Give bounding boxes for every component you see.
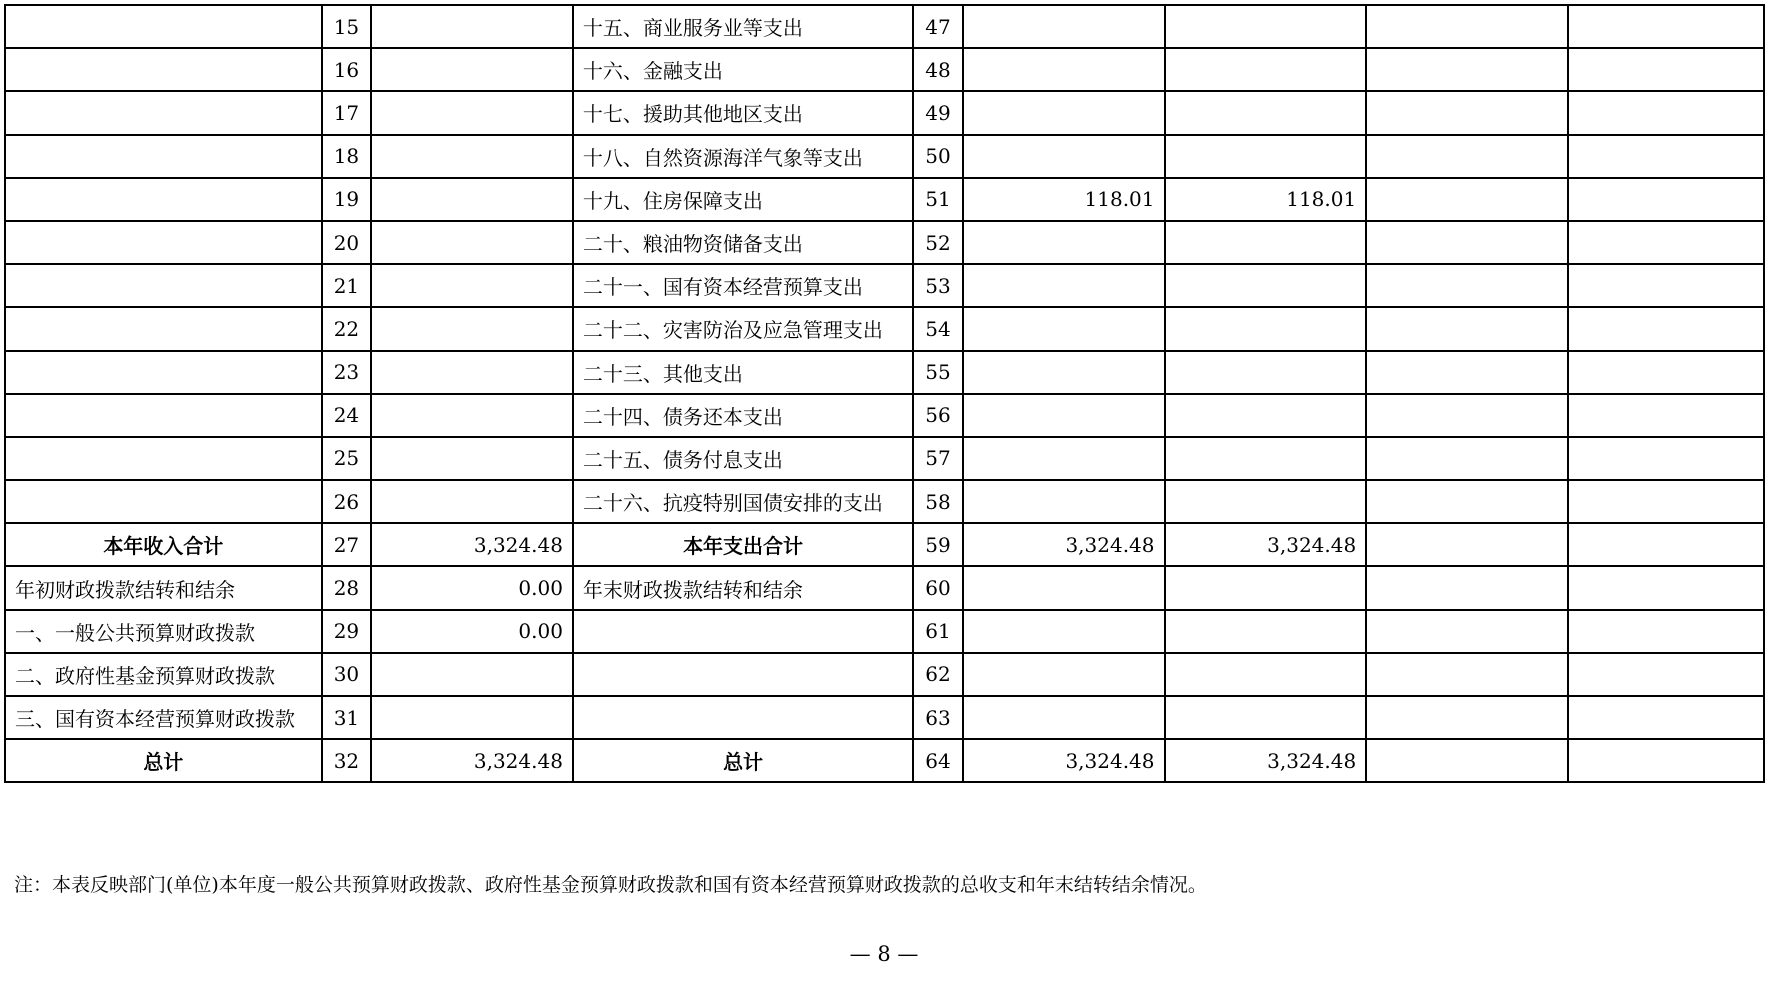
- expense-item-cell: 二十六、抗疫特别国债安排的支出: [573, 480, 913, 523]
- expense-total-cell: [963, 5, 1165, 48]
- expense-row-number: 53: [913, 264, 963, 307]
- expense-total-cell: [963, 221, 1165, 264]
- expense-row-number: 57: [913, 437, 963, 480]
- income-row-number: 24: [322, 394, 372, 437]
- table-row: [5, 437, 1764, 480]
- gov-fund-cell: [1366, 696, 1568, 739]
- state-capital-cell: [1568, 5, 1764, 48]
- state-capital-cell: [1568, 696, 1764, 739]
- income-row-number: 16: [322, 48, 372, 91]
- expense-item-cell: [573, 696, 913, 739]
- income-amount-cell: [371, 480, 573, 523]
- table-row: [5, 48, 1764, 91]
- expense-total-cell: [963, 48, 1165, 91]
- income-item-cell: [5, 178, 322, 221]
- income-amount-cell: [371, 307, 573, 350]
- expense-total-cell: 3,324.48: [963, 739, 1165, 782]
- expense-item-cell: 二十一、国有资本经营预算支出: [573, 264, 913, 307]
- gov-fund-cell: [1366, 480, 1568, 523]
- expense-row-number: 58: [913, 480, 963, 523]
- table-row: [5, 480, 1764, 523]
- table-row: [5, 135, 1764, 178]
- general-budget-cell: [1165, 307, 1367, 350]
- table-row: [5, 739, 1764, 782]
- income-item-cell: 总计: [5, 739, 322, 782]
- state-capital-cell: [1568, 351, 1764, 394]
- income-amount-cell: [371, 178, 573, 221]
- income-amount-cell: [371, 48, 573, 91]
- expense-row-number: 60: [913, 566, 963, 609]
- table-row: [5, 523, 1764, 566]
- expense-total-cell: [963, 135, 1165, 178]
- income-amount-cell: [371, 351, 573, 394]
- general-budget-cell: [1165, 264, 1367, 307]
- income-row-number: 28: [322, 566, 372, 609]
- table-row: [5, 394, 1764, 437]
- expense-row-number: 61: [913, 610, 963, 653]
- income-amount-cell: 3,324.48: [371, 523, 573, 566]
- income-row-number: 29: [322, 610, 372, 653]
- income-item-cell: 二、政府性基金预算财政拨款: [5, 653, 322, 696]
- expense-item-cell: 年末财政拨款结转和结余: [573, 566, 913, 609]
- expense-total-cell: [963, 437, 1165, 480]
- expense-total-cell: [963, 610, 1165, 653]
- income-row-number: 27: [322, 523, 372, 566]
- general-budget-cell: [1165, 566, 1367, 609]
- general-budget-cell: [1165, 437, 1367, 480]
- expense-total-cell: 118.01: [963, 178, 1165, 221]
- gov-fund-cell: [1366, 307, 1568, 350]
- income-row-number: 18: [322, 135, 372, 178]
- income-item-cell: [5, 91, 322, 134]
- income-amount-cell: [371, 394, 573, 437]
- general-budget-cell: [1165, 610, 1367, 653]
- state-capital-cell: [1568, 178, 1764, 221]
- income-item-cell: [5, 221, 322, 264]
- income-amount-cell: [371, 221, 573, 264]
- expense-total-cell: 3,324.48: [963, 523, 1165, 566]
- income-row-number: 17: [322, 91, 372, 134]
- income-row-number: 15: [322, 5, 372, 48]
- state-capital-cell: [1568, 437, 1764, 480]
- general-budget-cell: [1165, 696, 1367, 739]
- income-amount-cell: [371, 135, 573, 178]
- general-budget-cell: [1165, 91, 1367, 134]
- state-capital-cell: [1568, 480, 1764, 523]
- income-item-cell: 本年收入合计: [5, 523, 322, 566]
- expense-item-cell: 十八、自然资源海洋气象等支出: [573, 135, 913, 178]
- expense-item-cell: 二十二、灾害防治及应急管理支出: [573, 307, 913, 350]
- income-amount-cell: [371, 264, 573, 307]
- gov-fund-cell: [1366, 351, 1568, 394]
- state-capital-cell: [1568, 307, 1764, 350]
- expense-row-number: 62: [913, 653, 963, 696]
- income-row-number: 25: [322, 437, 372, 480]
- expense-row-number: 63: [913, 696, 963, 739]
- expense-item-cell: 二十五、债务付息支出: [573, 437, 913, 480]
- expense-total-cell: [963, 264, 1165, 307]
- table-row: [5, 264, 1764, 307]
- expense-total-cell: [963, 566, 1165, 609]
- general-budget-cell: 3,324.48: [1165, 739, 1367, 782]
- state-capital-cell: [1568, 653, 1764, 696]
- gov-fund-cell: [1366, 221, 1568, 264]
- expense-total-cell: [963, 91, 1165, 134]
- income-row-number: 30: [322, 653, 372, 696]
- income-item-cell: [5, 48, 322, 91]
- expense-row-number: 56: [913, 394, 963, 437]
- state-capital-cell: [1568, 264, 1764, 307]
- general-budget-cell: [1165, 48, 1367, 91]
- gov-fund-cell: [1366, 566, 1568, 609]
- expense-row-number: 48: [913, 48, 963, 91]
- table-row: [5, 5, 1764, 48]
- table-footnote: 注：本表反映部门(单位)本年度一般公共预算财政拨款、政府性基金预算财政拨款和国有资本经营预算财政拨款的总收支和年末结转结余情况。: [14, 874, 1207, 896]
- expense-total-cell: [963, 480, 1165, 523]
- general-budget-cell: [1165, 221, 1367, 264]
- expense-total-cell: [963, 307, 1165, 350]
- gov-fund-cell: [1366, 523, 1568, 566]
- income-row-number: 21: [322, 264, 372, 307]
- income-amount-cell: 0.00: [371, 610, 573, 653]
- general-budget-cell: [1165, 653, 1367, 696]
- income-amount-cell: [371, 5, 573, 48]
- income-item-cell: [5, 394, 322, 437]
- income-item-cell: [5, 135, 322, 178]
- expense-row-number: 52: [913, 221, 963, 264]
- expense-item-cell: 二十三、其他支出: [573, 351, 913, 394]
- table-row: [5, 178, 1764, 221]
- table-row: [5, 307, 1764, 350]
- income-item-cell: 三、国有资本经营预算财政拨款: [5, 696, 322, 739]
- state-capital-cell: [1568, 739, 1764, 782]
- gov-fund-cell: [1366, 91, 1568, 134]
- table-row: [5, 91, 1764, 134]
- table-row: [5, 653, 1764, 696]
- expense-item-cell: 总计: [573, 739, 913, 782]
- table-row: [5, 566, 1764, 609]
- expense-row-number: 47: [913, 5, 963, 48]
- income-amount-cell: [371, 437, 573, 480]
- expense-row-number: 55: [913, 351, 963, 394]
- state-capital-cell: [1568, 566, 1764, 609]
- expense-item-cell: 十六、金融支出: [573, 48, 913, 91]
- expense-item-cell: [573, 653, 913, 696]
- income-row-number: 31: [322, 696, 372, 739]
- income-row-number: 23: [322, 351, 372, 394]
- gov-fund-cell: [1366, 178, 1568, 221]
- gov-fund-cell: [1366, 610, 1568, 653]
- expense-row-number: 49: [913, 91, 963, 134]
- expense-total-cell: [963, 653, 1165, 696]
- expense-item-cell: 本年支出合计: [573, 523, 913, 566]
- table-row: [5, 221, 1764, 264]
- income-item-cell: [5, 480, 322, 523]
- gov-fund-cell: [1366, 48, 1568, 91]
- state-capital-cell: [1568, 91, 1764, 134]
- expense-total-cell: [963, 696, 1165, 739]
- gov-fund-cell: [1366, 135, 1568, 178]
- gov-fund-cell: [1366, 653, 1568, 696]
- state-capital-cell: [1568, 221, 1764, 264]
- expense-row-number: 59: [913, 523, 963, 566]
- expense-item-cell: 十七、援助其他地区支出: [573, 91, 913, 134]
- income-item-cell: [5, 5, 322, 48]
- expense-row-number: 51: [913, 178, 963, 221]
- income-amount-cell: [371, 91, 573, 134]
- income-item-cell: 一、一般公共预算财政拨款: [5, 610, 322, 653]
- income-amount-cell: [371, 696, 573, 739]
- general-budget-cell: [1165, 351, 1367, 394]
- general-budget-cell: [1165, 394, 1367, 437]
- income-row-number: 19: [322, 178, 372, 221]
- state-capital-cell: [1568, 48, 1764, 91]
- state-capital-cell: [1568, 523, 1764, 566]
- table-row: [5, 351, 1764, 394]
- expense-row-number: 50: [913, 135, 963, 178]
- income-item-cell: 年初财政拨款结转和结余: [5, 566, 322, 609]
- expense-item-cell: 十五、商业服务业等支出: [573, 5, 913, 48]
- income-amount-cell: 0.00: [371, 566, 573, 609]
- general-budget-cell: [1165, 480, 1367, 523]
- expense-row-number: 64: [913, 739, 963, 782]
- page-number: — 8 —: [849, 942, 919, 966]
- state-capital-cell: [1568, 394, 1764, 437]
- gov-fund-cell: [1366, 394, 1568, 437]
- expense-item-cell: 二十四、债务还本支出: [573, 394, 913, 437]
- table-row: [5, 696, 1764, 739]
- income-row-number: 26: [322, 480, 372, 523]
- general-budget-cell: 118.01: [1165, 178, 1367, 221]
- expense-item-cell: [573, 610, 913, 653]
- gov-fund-cell: [1366, 264, 1568, 307]
- income-item-cell: [5, 264, 322, 307]
- income-amount-cell: 3,324.48: [371, 739, 573, 782]
- income-amount-cell: [371, 653, 573, 696]
- general-budget-cell: 3,324.48: [1165, 523, 1367, 566]
- general-budget-cell: [1165, 135, 1367, 178]
- income-item-cell: [5, 351, 322, 394]
- gov-fund-cell: [1366, 739, 1568, 782]
- expense-item-cell: 二十、粮油物资储备支出: [573, 221, 913, 264]
- expense-row-number: 54: [913, 307, 963, 350]
- gov-fund-cell: [1366, 437, 1568, 480]
- budget-table: [4, 4, 1765, 783]
- expense-total-cell: [963, 351, 1165, 394]
- general-budget-cell: [1165, 5, 1367, 48]
- gov-fund-cell: [1366, 5, 1568, 48]
- table-row: [5, 610, 1764, 653]
- income-row-number: 22: [322, 307, 372, 350]
- state-capital-cell: [1568, 610, 1764, 653]
- expense-total-cell: [963, 394, 1165, 437]
- state-capital-cell: [1568, 135, 1764, 178]
- income-item-cell: [5, 437, 322, 480]
- income-row-number: 32: [322, 739, 372, 782]
- expense-item-cell: 十九、住房保障支出: [573, 178, 913, 221]
- income-item-cell: [5, 307, 322, 350]
- income-row-number: 20: [322, 221, 372, 264]
